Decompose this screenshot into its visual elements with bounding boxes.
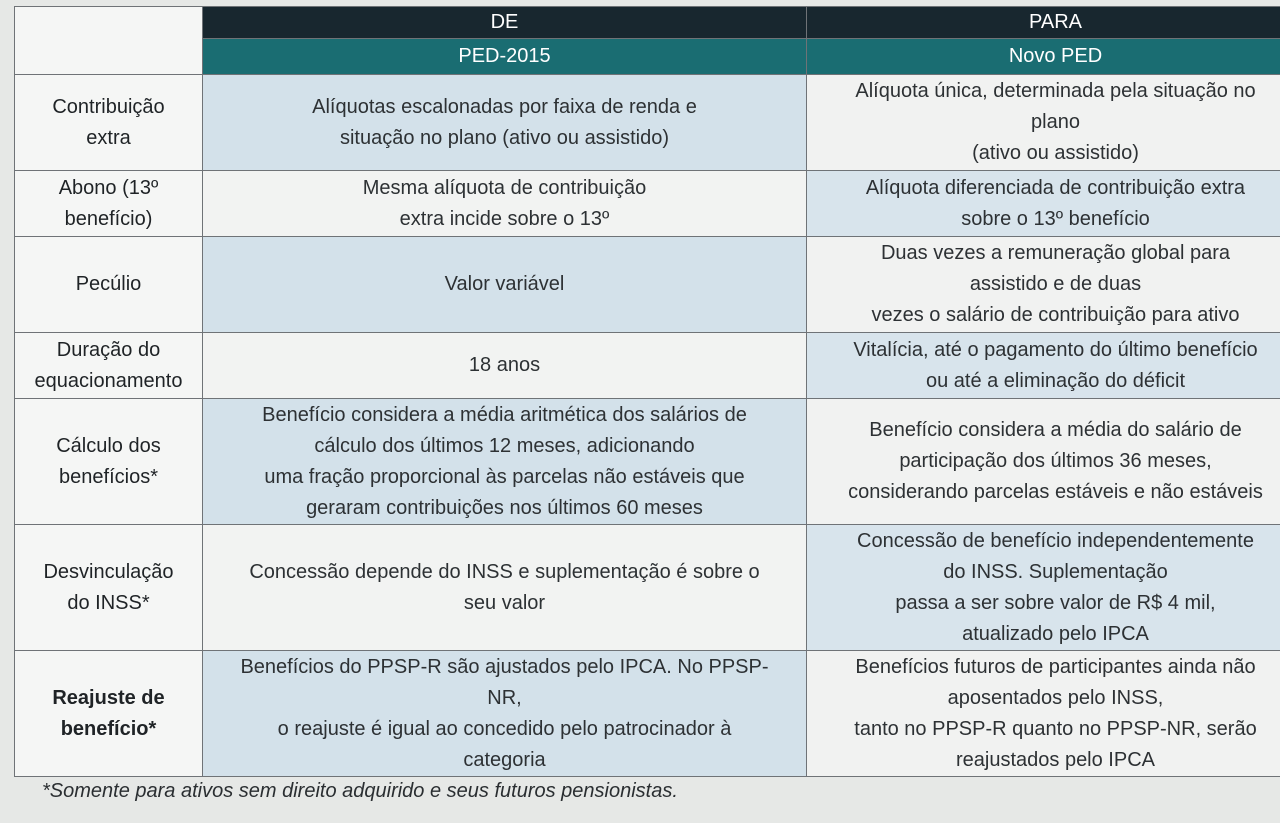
- text-line: 18 anos: [468, 354, 541, 376]
- cell-to: [807, 651, 1280, 777]
- cell-to: [807, 75, 1280, 171]
- label-line: Abono (13º: [58, 176, 159, 199]
- cell-to: [807, 399, 1280, 525]
- text-line: NR,: [487, 686, 522, 709]
- label-line: do INSS*: [67, 591, 150, 614]
- label-line: Contribuição: [52, 95, 165, 118]
- text-line: passa a ser sobre valor de R$ 4 mil,: [895, 591, 1216, 614]
- text-line: atualizado pelo IPCA: [962, 622, 1149, 645]
- text-line: plano: [1031, 111, 1080, 133]
- text-line: uma fração proporcional às parcelas não estáveis que: [264, 465, 745, 488]
- text-line: o reajuste é igual ao concedido pelo patrocinador à: [277, 717, 732, 740]
- label-line: Pecúlio: [75, 273, 142, 295]
- text-line: tanto no PPSP-R quanto no PPSP-NR, serão: [854, 717, 1257, 740]
- text-line: Mesma alíquota de contribuição: [362, 176, 647, 199]
- text-line: Concessão de benefício independentemente: [857, 529, 1254, 552]
- text-line: participação dos últimos 36 meses,: [899, 450, 1212, 472]
- text-line: geraram contribuições nos últimos 60 meses: [306, 496, 703, 519]
- cell-to: [807, 237, 1280, 333]
- table-row: [15, 399, 1280, 525]
- cell-from: [203, 399, 807, 525]
- row-label-abono: [15, 171, 203, 237]
- label-line: extra: [86, 126, 131, 149]
- comparison-table: [14, 6, 1280, 777]
- corner-cell: [15, 7, 203, 75]
- row-label-desvinculacao: [15, 525, 203, 651]
- cell-from: [203, 651, 807, 777]
- text-line: Alíquota diferenciada de contribuição extra: [865, 176, 1246, 199]
- text-line: reajustados pelo IPCA: [955, 748, 1155, 771]
- row-label-reajuste: [15, 651, 203, 777]
- text-line: Benefício considera a média aritmética dos salários de: [262, 403, 747, 426]
- table-row: [15, 171, 1280, 237]
- cell-from: [203, 525, 807, 651]
- header-to-plan: Novo PED: [807, 39, 1280, 75]
- cell-to: [807, 333, 1280, 399]
- text-line: do INSS. Suplementação: [943, 560, 1168, 583]
- text-line: situação no plano (ativo ou assistido): [339, 126, 670, 149]
- table-row: [15, 333, 1280, 399]
- text-line: Benefícios futuros de participantes ainda não: [855, 655, 1256, 678]
- header-from-plan: PED-2015: [203, 39, 807, 75]
- cell-to: [807, 525, 1280, 651]
- header-row-plans: [15, 39, 1280, 75]
- label-line: benefício*: [60, 717, 157, 740]
- table-row: [15, 525, 1280, 651]
- text-line: Alíquotas escalonadas por faixa de renda e: [312, 95, 697, 118]
- text-line: Concessão depende do INSS e suplementação é sobre o: [249, 560, 760, 583]
- label-line: Cálculo dos: [56, 434, 161, 457]
- footnote: *Somente para ativos sem direito adquirido e seus futuros pensionistas.: [42, 780, 678, 802]
- table-row: [15, 75, 1280, 171]
- cell-from: [203, 237, 807, 333]
- header-from: DE: [203, 7, 807, 39]
- text-line: Alíquota única, determinada pela situação no: [855, 80, 1256, 102]
- label-line: benefícios*: [59, 465, 158, 488]
- text-line: assistido e de duas: [969, 273, 1142, 295]
- label-line: equacionamento: [34, 369, 183, 392]
- label-line: benefício): [64, 207, 153, 230]
- cell-from: [203, 75, 807, 171]
- row-label-contribuicao: [15, 75, 203, 171]
- text-line: seu valor: [463, 591, 546, 614]
- cell-from: [203, 171, 807, 237]
- text-line: Benefício considera a média do salário de: [869, 419, 1242, 441]
- row-label-duracao: [15, 333, 203, 399]
- text-line: categoria: [463, 748, 546, 771]
- label-line: Reajuste de: [52, 686, 165, 709]
- header-to: PARA: [807, 7, 1280, 39]
- text-line: extra incide sobre o 13º: [399, 207, 610, 230]
- text-line: Vitalícia, até o pagamento do último benefício: [853, 338, 1258, 361]
- label-line: Desvinculação: [43, 560, 174, 583]
- text-line: Duas vezes a remuneração global para: [880, 242, 1231, 264]
- row-label-calculo: [15, 399, 203, 525]
- table-row: [15, 651, 1280, 777]
- text-line: Benefícios do PPSP-R são ajustados pelo IPCA. No PPSP-: [240, 655, 769, 678]
- text-line: ou até a eliminação do déficit: [925, 369, 1186, 392]
- text-line: aposentados pelo INSS,: [947, 686, 1164, 709]
- text-line: vezes o salário de contribuição para ativo: [871, 304, 1240, 326]
- row-label-peculio: [15, 237, 203, 333]
- text-line: Valor variável: [444, 273, 565, 295]
- cell-from: [203, 333, 807, 399]
- text-line: sobre o 13º benefício: [961, 207, 1150, 230]
- text-line: considerando parcelas estáveis e não estáveis: [848, 481, 1263, 503]
- text-line: (ativo ou assistido): [972, 142, 1139, 164]
- cell-to: [807, 171, 1280, 237]
- text-line: cálculo dos últimos 12 meses, adicionando: [314, 434, 695, 457]
- table-row: [15, 237, 1280, 333]
- header-row-top: [15, 7, 1280, 39]
- label-line: Duração do: [56, 338, 161, 361]
